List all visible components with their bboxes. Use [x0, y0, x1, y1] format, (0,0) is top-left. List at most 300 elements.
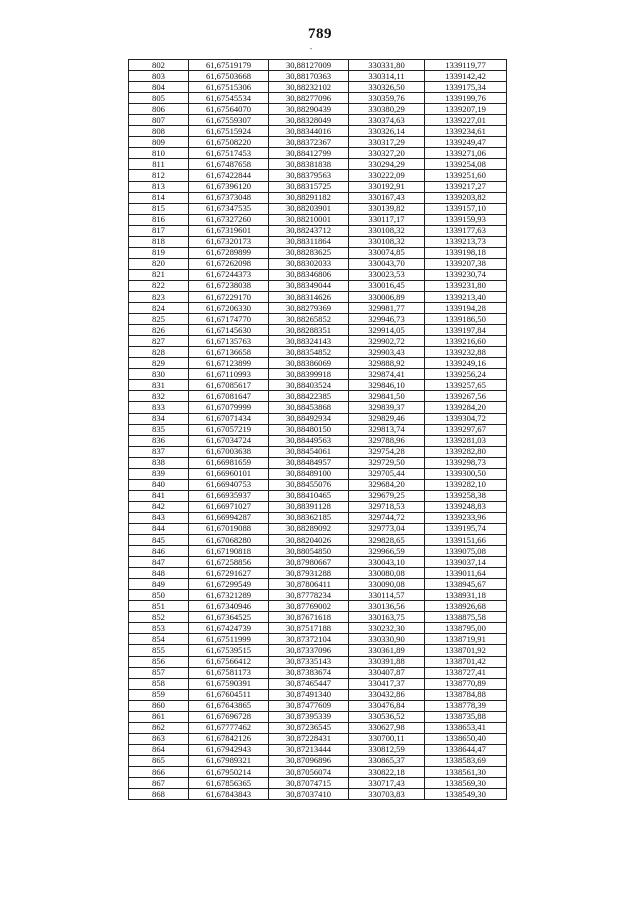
point-number-cell: 849	[129, 579, 189, 590]
table-row	[129, 325, 507, 336]
point-number-cell: 843	[129, 512, 189, 523]
latitude-cell: 61,67950214	[189, 767, 269, 778]
table-row	[129, 148, 507, 159]
point-number-cell: 846	[129, 546, 189, 557]
x-coordinate-cell: 330432,86	[349, 689, 425, 700]
x-coordinate-cell: 329946,73	[349, 314, 425, 325]
point-number-cell: 831	[129, 380, 189, 391]
y-coordinate-cell: 1338653,41	[425, 722, 507, 733]
longitude-cell: 30,87096896	[269, 755, 349, 766]
point-number-cell: 862	[129, 722, 189, 733]
coordinates-table-body	[129, 60, 507, 800]
longitude-cell: 30,88354852	[269, 347, 349, 358]
x-coordinate-cell: 329729,50	[349, 457, 425, 468]
y-coordinate-cell: 1339251,60	[425, 170, 507, 181]
y-coordinate-cell: 1339142,42	[425, 71, 507, 82]
table-row	[129, 380, 507, 391]
longitude-cell: 30,88362185	[269, 512, 349, 523]
x-coordinate-cell: 329888,92	[349, 358, 425, 369]
latitude-cell: 61,67034724	[189, 435, 269, 446]
longitude-cell: 30,87213444	[269, 744, 349, 755]
point-number-cell: 803	[129, 71, 189, 82]
longitude-cell: 30,88422385	[269, 391, 349, 402]
point-number-cell: 856	[129, 656, 189, 667]
x-coordinate-cell: 330417,37	[349, 678, 425, 689]
latitude-cell: 61,67590391	[189, 678, 269, 689]
y-coordinate-cell: 1339284,20	[425, 402, 507, 413]
latitude-cell: 61,67244373	[189, 269, 269, 280]
longitude-cell: 30,88399918	[269, 369, 349, 380]
x-coordinate-cell: 330380,29	[349, 104, 425, 115]
latitude-cell: 61,67320173	[189, 236, 269, 247]
y-coordinate-cell: 1339271,06	[425, 148, 507, 159]
y-coordinate-cell: 1339232,88	[425, 347, 507, 358]
longitude-cell: 30,88480150	[269, 424, 349, 435]
table-row	[129, 391, 507, 402]
table-row	[129, 93, 507, 104]
latitude-cell: 61,67515306	[189, 82, 269, 93]
latitude-cell: 61,67135763	[189, 336, 269, 347]
latitude-cell: 61,67299549	[189, 579, 269, 590]
longitude-cell: 30,88410465	[269, 490, 349, 501]
table-row	[129, 236, 507, 247]
longitude-cell: 30,88412799	[269, 148, 349, 159]
table-row	[129, 479, 507, 490]
latitude-cell: 61,67340946	[189, 601, 269, 612]
point-number-cell: 847	[129, 557, 189, 568]
longitude-cell: 30,88453868	[269, 402, 349, 413]
latitude-cell: 61,67347535	[189, 203, 269, 214]
x-coordinate-cell: 330023,53	[349, 269, 425, 280]
x-coordinate-cell: 329684,20	[349, 479, 425, 490]
x-coordinate-cell: 330043,70	[349, 258, 425, 269]
point-number-cell: 837	[129, 446, 189, 457]
x-coordinate-cell: 330331,80	[349, 60, 425, 71]
y-coordinate-cell: 1338784,88	[425, 689, 507, 700]
longitude-cell: 30,88311864	[269, 236, 349, 247]
table-row	[129, 689, 507, 700]
longitude-cell: 30,88289092	[269, 523, 349, 534]
latitude-cell: 61,67519179	[189, 60, 269, 71]
x-coordinate-cell: 330232,30	[349, 623, 425, 634]
latitude-cell: 61,67545534	[189, 93, 269, 104]
y-coordinate-cell: 1338931,18	[425, 590, 507, 601]
x-coordinate-cell: 330090,08	[349, 579, 425, 590]
longitude-cell: 30,88455076	[269, 479, 349, 490]
x-coordinate-cell: 330139,82	[349, 203, 425, 214]
longitude-cell: 30,88290439	[269, 104, 349, 115]
longitude-cell: 30,88328049	[269, 115, 349, 126]
point-number-cell: 812	[129, 170, 189, 181]
y-coordinate-cell: 1339249,16	[425, 358, 507, 369]
table-row	[129, 247, 507, 258]
latitude-cell: 61,67110993	[189, 369, 269, 380]
table-row	[129, 192, 507, 203]
y-coordinate-cell: 1338549,30	[425, 789, 507, 800]
y-coordinate-cell: 1339177,63	[425, 225, 507, 236]
table-row	[129, 490, 507, 501]
latitude-cell: 61,67643865	[189, 700, 269, 711]
x-coordinate-cell: 329773,04	[349, 523, 425, 534]
y-coordinate-cell: 1339227,01	[425, 115, 507, 126]
y-coordinate-cell: 1339011,64	[425, 568, 507, 579]
x-coordinate-cell: 329828,65	[349, 535, 425, 546]
longitude-cell: 30,88372367	[269, 137, 349, 148]
point-number-cell: 818	[129, 236, 189, 247]
table-row	[129, 546, 507, 557]
table-row	[129, 258, 507, 269]
latitude-cell: 61,67081647	[189, 391, 269, 402]
y-coordinate-cell: 1338727,41	[425, 667, 507, 678]
latitude-cell: 61,67422844	[189, 170, 269, 181]
longitude-cell: 30,88403524	[269, 380, 349, 391]
x-coordinate-cell: 329966,59	[349, 546, 425, 557]
y-coordinate-cell: 1339203,82	[425, 192, 507, 203]
table-row	[129, 402, 507, 413]
y-coordinate-cell: 1339304,72	[425, 413, 507, 424]
latitude-cell: 61,67258856	[189, 557, 269, 568]
latitude-cell: 61,67327260	[189, 214, 269, 225]
table-row	[129, 424, 507, 435]
point-number-cell: 820	[129, 258, 189, 269]
table-row	[129, 767, 507, 778]
y-coordinate-cell: 1339254,08	[425, 159, 507, 170]
y-coordinate-cell: 1338875,58	[425, 612, 507, 623]
y-coordinate-cell: 1339282,10	[425, 479, 507, 490]
y-coordinate-cell: 1339213,73	[425, 236, 507, 247]
latitude-cell: 61,67843843	[189, 789, 269, 800]
latitude-cell: 61,66981659	[189, 457, 269, 468]
table-row	[129, 678, 507, 689]
point-number-cell: 841	[129, 490, 189, 501]
table-row	[129, 225, 507, 236]
x-coordinate-cell: 330114,57	[349, 590, 425, 601]
point-number-cell: 815	[129, 203, 189, 214]
longitude-cell: 30,88484957	[269, 457, 349, 468]
longitude-cell: 30,88265852	[269, 314, 349, 325]
table-row	[129, 612, 507, 623]
longitude-cell: 30,87372104	[269, 634, 349, 645]
point-number-cell: 845	[129, 535, 189, 546]
longitude-cell: 30,88170363	[269, 71, 349, 82]
x-coordinate-cell: 330536,52	[349, 711, 425, 722]
y-coordinate-cell: 1339298,73	[425, 457, 507, 468]
longitude-cell: 30,87465447	[269, 678, 349, 689]
longitude-cell: 30,87383674	[269, 667, 349, 678]
latitude-cell: 61,67085617	[189, 380, 269, 391]
x-coordinate-cell: 330374,63	[349, 115, 425, 126]
y-coordinate-cell: 1338719,91	[425, 634, 507, 645]
point-number-cell: 859	[129, 689, 189, 700]
longitude-cell: 30,88204026	[269, 535, 349, 546]
point-number-cell: 813	[129, 181, 189, 192]
longitude-cell: 30,87778234	[269, 590, 349, 601]
latitude-cell: 61,67564070	[189, 104, 269, 115]
table-row	[129, 645, 507, 656]
point-number-cell: 828	[129, 347, 189, 358]
x-coordinate-cell: 330080,08	[349, 568, 425, 579]
latitude-cell: 61,67777462	[189, 722, 269, 733]
point-number-cell: 861	[129, 711, 189, 722]
longitude-cell: 30,87491340	[269, 689, 349, 700]
y-coordinate-cell: 1339217,27	[425, 181, 507, 192]
y-coordinate-cell: 1339119,77	[425, 60, 507, 71]
latitude-cell: 61,66960101	[189, 468, 269, 479]
table-row	[129, 203, 507, 214]
table-row	[129, 667, 507, 678]
x-coordinate-cell: 330016,45	[349, 280, 425, 291]
table-row	[129, 159, 507, 170]
table-row	[129, 446, 507, 457]
point-number-cell: 860	[129, 700, 189, 711]
table-row	[129, 557, 507, 568]
latitude-cell: 61,67057219	[189, 424, 269, 435]
x-coordinate-cell: 330703,83	[349, 789, 425, 800]
latitude-cell: 61,67511999	[189, 634, 269, 645]
point-number-cell: 805	[129, 93, 189, 104]
table-row	[129, 457, 507, 468]
y-coordinate-cell: 1339175,34	[425, 82, 507, 93]
x-coordinate-cell: 330865,37	[349, 755, 425, 766]
latitude-cell: 61,67424739	[189, 623, 269, 634]
longitude-cell: 30,87236545	[269, 722, 349, 733]
table-row	[129, 512, 507, 523]
x-coordinate-cell: 330361,89	[349, 645, 425, 656]
point-number-cell: 822	[129, 280, 189, 291]
table-row	[129, 722, 507, 733]
point-number-cell: 824	[129, 303, 189, 314]
point-number-cell: 867	[129, 778, 189, 789]
page-number: 789	[308, 26, 332, 42]
table-row	[129, 82, 507, 93]
latitude-cell: 61,67373048	[189, 192, 269, 203]
x-coordinate-cell: 330163,75	[349, 612, 425, 623]
longitude-cell: 30,87769002	[269, 601, 349, 612]
y-coordinate-cell: 1339282,80	[425, 446, 507, 457]
latitude-cell: 61,67321289	[189, 590, 269, 601]
x-coordinate-cell: 330327,20	[349, 148, 425, 159]
latitude-cell: 61,67487658	[189, 159, 269, 170]
x-coordinate-cell: 330627,98	[349, 722, 425, 733]
y-coordinate-cell: 1339233,96	[425, 512, 507, 523]
point-number-cell: 823	[129, 291, 189, 302]
latitude-cell: 61,67136658	[189, 347, 269, 358]
latitude-cell: 61,67319601	[189, 225, 269, 236]
x-coordinate-cell: 330391,88	[349, 656, 425, 667]
latitude-cell: 61,67842126	[189, 733, 269, 744]
x-coordinate-cell: 330717,43	[349, 778, 425, 789]
x-coordinate-cell: 329846,10	[349, 380, 425, 391]
table-row	[129, 700, 507, 711]
coordinates-table	[128, 59, 507, 800]
longitude-cell: 30,88381838	[269, 159, 349, 170]
longitude-cell: 30,88291182	[269, 192, 349, 203]
longitude-cell: 30,87056074	[269, 767, 349, 778]
point-number-cell: 865	[129, 755, 189, 766]
latitude-cell: 61,67989321	[189, 755, 269, 766]
longitude-cell: 30,87337096	[269, 645, 349, 656]
table-row	[129, 501, 507, 512]
latitude-cell: 61,67229170	[189, 291, 269, 302]
longitude-cell: 30,87228431	[269, 733, 349, 744]
x-coordinate-cell: 329841,50	[349, 391, 425, 402]
longitude-cell: 30,88302033	[269, 258, 349, 269]
longitude-cell: 30,88489100	[269, 468, 349, 479]
table-row	[129, 369, 507, 380]
point-number-cell: 827	[129, 336, 189, 347]
point-number-cell: 809	[129, 137, 189, 148]
x-coordinate-cell: 330407,87	[349, 667, 425, 678]
x-coordinate-cell: 329903,43	[349, 347, 425, 358]
y-coordinate-cell: 1339297,67	[425, 424, 507, 435]
longitude-cell: 30,87671618	[269, 612, 349, 623]
y-coordinate-cell: 1339151,66	[425, 535, 507, 546]
point-number-cell: 854	[129, 634, 189, 645]
y-coordinate-cell: 1338778,39	[425, 700, 507, 711]
longitude-cell: 30,88492934	[269, 413, 349, 424]
y-coordinate-cell: 1339157,10	[425, 203, 507, 214]
x-coordinate-cell: 329981,77	[349, 303, 425, 314]
x-coordinate-cell: 330812,59	[349, 744, 425, 755]
x-coordinate-cell: 330222,09	[349, 170, 425, 181]
table-row	[129, 656, 507, 667]
y-coordinate-cell: 1338561,30	[425, 767, 507, 778]
longitude-cell: 30,87931288	[269, 568, 349, 579]
table-row	[129, 115, 507, 126]
longitude-cell: 30,88344016	[269, 126, 349, 137]
y-coordinate-cell: 1339257,65	[425, 380, 507, 391]
latitude-cell: 61,67003638	[189, 446, 269, 457]
x-coordinate-cell: 330167,43	[349, 192, 425, 203]
point-number-cell: 855	[129, 645, 189, 656]
latitude-cell: 61,66940753	[189, 479, 269, 490]
x-coordinate-cell: 329679,25	[349, 490, 425, 501]
y-coordinate-cell: 1339216,60	[425, 336, 507, 347]
x-coordinate-cell: 329744,72	[349, 512, 425, 523]
latitude-cell: 61,67364525	[189, 612, 269, 623]
table-row	[129, 314, 507, 325]
point-number-cell: 866	[129, 767, 189, 778]
y-coordinate-cell: 1339207,19	[425, 104, 507, 115]
table-row	[129, 60, 507, 71]
longitude-cell: 30,88054850	[269, 546, 349, 557]
y-coordinate-cell: 1339230,74	[425, 269, 507, 280]
x-coordinate-cell: 329874,41	[349, 369, 425, 380]
y-coordinate-cell: 1338926,68	[425, 601, 507, 612]
table-row	[129, 601, 507, 612]
point-number-cell: 844	[129, 523, 189, 534]
latitude-cell: 61,67174770	[189, 314, 269, 325]
x-coordinate-cell: 330074,85	[349, 247, 425, 258]
y-coordinate-cell: 1339300,50	[425, 468, 507, 479]
longitude-cell: 30,88232102	[269, 82, 349, 93]
table-row	[129, 468, 507, 479]
x-coordinate-cell: 329705,44	[349, 468, 425, 479]
y-coordinate-cell: 1338795,00	[425, 623, 507, 634]
x-coordinate-cell: 330822,18	[349, 767, 425, 778]
x-coordinate-cell: 330314,11	[349, 71, 425, 82]
table-row	[129, 358, 507, 369]
point-number-cell: 864	[129, 744, 189, 755]
y-coordinate-cell: 1339197,84	[425, 325, 507, 336]
table-row	[129, 634, 507, 645]
longitude-cell: 30,88379563	[269, 170, 349, 181]
latitude-cell: 61,66935937	[189, 490, 269, 501]
table-row	[129, 755, 507, 766]
y-coordinate-cell: 1339231,80	[425, 280, 507, 291]
table-row	[129, 347, 507, 358]
table-row	[129, 711, 507, 722]
longitude-cell: 30,87074715	[269, 778, 349, 789]
point-number-cell: 826	[129, 325, 189, 336]
point-number-cell: 858	[129, 678, 189, 689]
point-number-cell: 850	[129, 590, 189, 601]
longitude-cell: 30,88243712	[269, 225, 349, 236]
y-coordinate-cell: 1339199,76	[425, 93, 507, 104]
x-coordinate-cell: 329788,96	[349, 435, 425, 446]
table-row	[129, 733, 507, 744]
longitude-cell: 30,88283625	[269, 247, 349, 258]
latitude-cell: 61,67856365	[189, 778, 269, 789]
y-coordinate-cell: 1338701,42	[425, 656, 507, 667]
longitude-cell: 30,87806411	[269, 579, 349, 590]
latitude-cell: 61,67190818	[189, 546, 269, 557]
longitude-cell: 30,88454061	[269, 446, 349, 457]
latitude-cell: 61,67696728	[189, 711, 269, 722]
table-row	[129, 744, 507, 755]
latitude-cell: 61,67942943	[189, 744, 269, 755]
y-coordinate-cell: 1338770,89	[425, 678, 507, 689]
table-row	[129, 435, 507, 446]
point-number-cell: 840	[129, 479, 189, 490]
y-coordinate-cell: 1339281,03	[425, 435, 507, 446]
x-coordinate-cell: 330330,90	[349, 634, 425, 645]
x-coordinate-cell: 329718,53	[349, 501, 425, 512]
table-row	[129, 623, 507, 634]
x-coordinate-cell: 330136,56	[349, 601, 425, 612]
table-row	[129, 126, 507, 137]
point-number-cell: 830	[129, 369, 189, 380]
point-number-cell: 817	[129, 225, 189, 236]
table-row	[129, 137, 507, 148]
latitude-cell: 61,67581173	[189, 667, 269, 678]
table-row	[129, 71, 507, 82]
longitude-cell: 30,88391128	[269, 501, 349, 512]
point-number-cell: 833	[129, 402, 189, 413]
x-coordinate-cell: 329914,05	[349, 325, 425, 336]
y-coordinate-cell: 1339213,40	[425, 291, 507, 302]
longitude-cell: 30,87037410	[269, 789, 349, 800]
y-coordinate-cell: 1338569,30	[425, 778, 507, 789]
table-row	[129, 778, 507, 789]
point-number-cell: 839	[129, 468, 189, 479]
y-coordinate-cell: 1339159,93	[425, 214, 507, 225]
y-coordinate-cell: 1339195,74	[425, 523, 507, 534]
point-number-cell: 829	[129, 358, 189, 369]
table-row	[129, 269, 507, 280]
longitude-cell: 30,88349044	[269, 280, 349, 291]
point-number-cell: 810	[129, 148, 189, 159]
point-number-cell: 836	[129, 435, 189, 446]
point-number-cell: 842	[129, 501, 189, 512]
table-row	[129, 214, 507, 225]
latitude-cell: 61,67515924	[189, 126, 269, 137]
point-number-cell: 816	[129, 214, 189, 225]
table-row	[129, 789, 507, 800]
longitude-cell: 30,87395339	[269, 711, 349, 722]
latitude-cell: 61,67289899	[189, 247, 269, 258]
latitude-cell: 61,67071434	[189, 413, 269, 424]
